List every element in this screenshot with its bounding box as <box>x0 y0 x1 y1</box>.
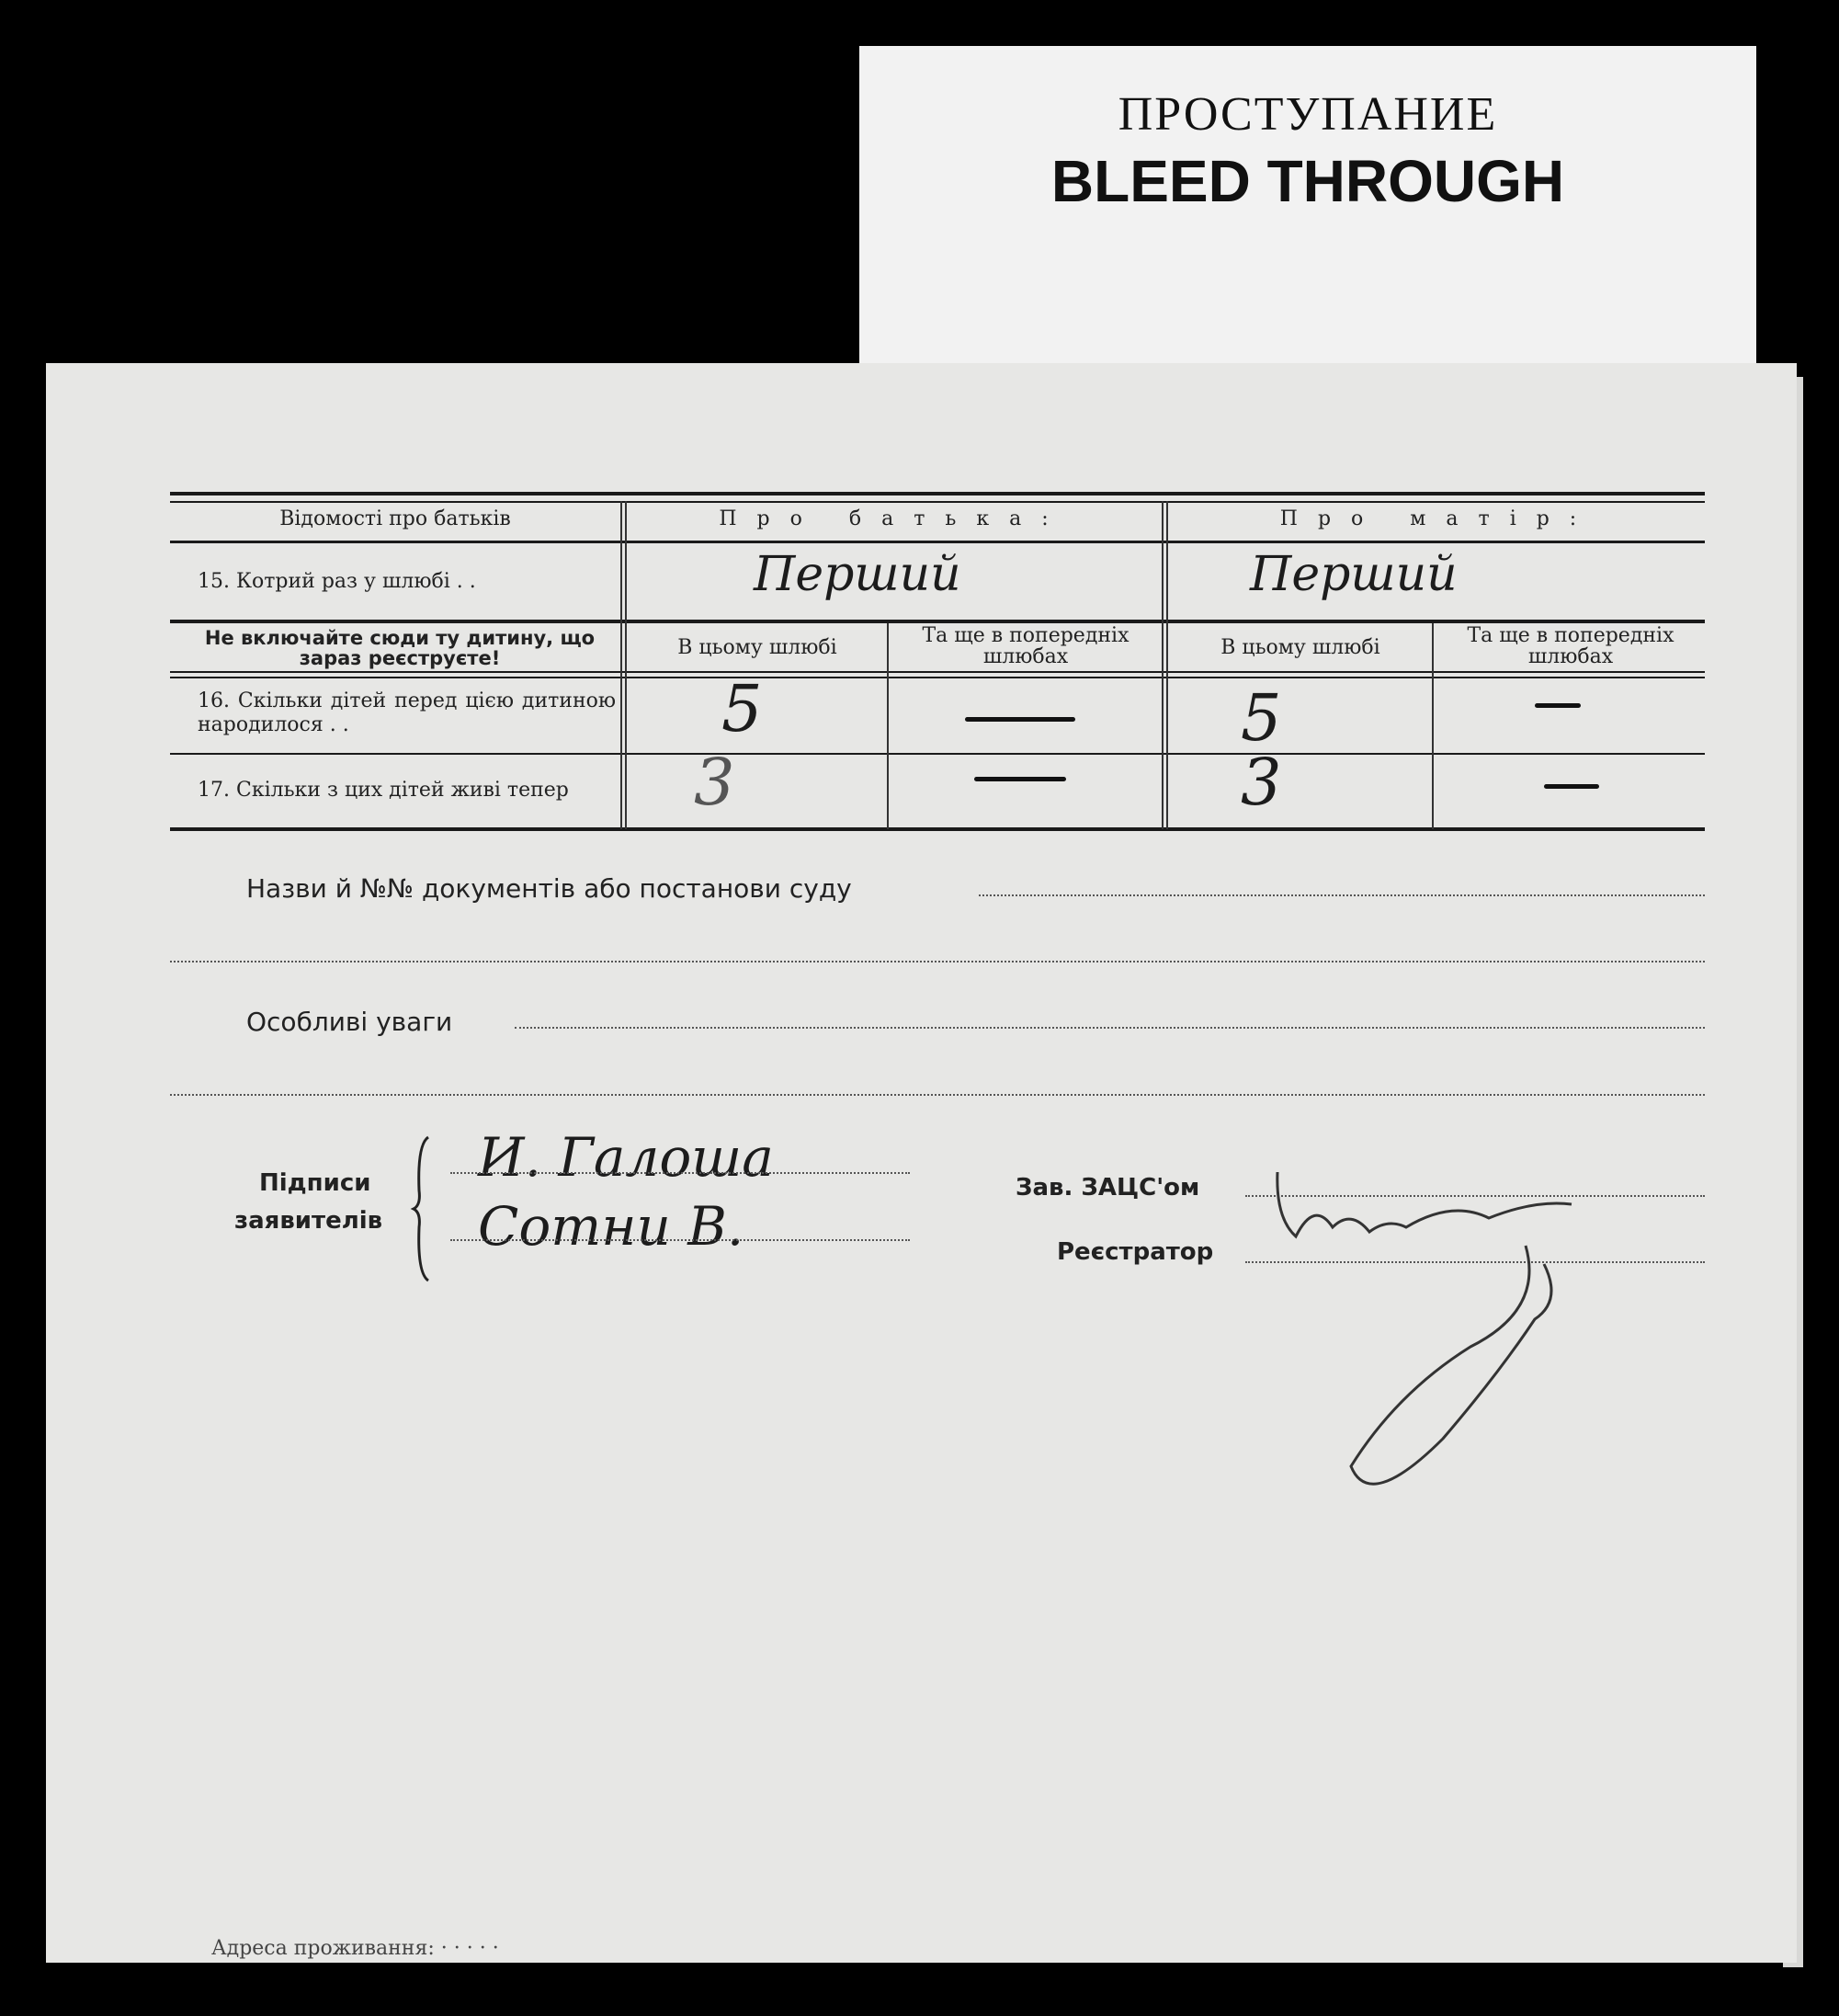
documents-line-1 <box>979 894 1705 896</box>
row17-mother-prev-dash <box>1544 784 1599 789</box>
signatures-label-2: заявителів <box>234 1207 383 1235</box>
signature-line-1 <box>450 1172 910 1174</box>
tag-title-ru: ПРОСТУПАНИЕ <box>1118 88 1498 141</box>
subheader-bottom-rule-2 <box>170 677 1705 678</box>
row15-label: 15. Котрий раз у шлюбі . . <box>198 570 476 593</box>
row16-father-this: 5 <box>721 671 763 746</box>
tag-title-en: BLEED THROUGH <box>1050 148 1565 214</box>
row16-bottom-rule <box>170 753 1705 755</box>
subheader-note: Не включайте сюди ту дитину, що зараз реєструєте! <box>204 627 596 670</box>
notes-line-2 <box>170 1094 1705 1096</box>
table-top-rule <box>170 492 1705 495</box>
applicant-signature-1: И. Галоша <box>478 1126 774 1189</box>
signatures-label-1: Підписи <box>259 1169 371 1197</box>
header-about-mother: Про матір: <box>1279 507 1597 530</box>
header-bottom-rule <box>170 541 1705 543</box>
signature-line-2 <box>450 1239 910 1241</box>
row17-father-this: 3 <box>694 745 735 820</box>
bleed-through-tag <box>859 46 1756 386</box>
notes-line-1 <box>515 1027 1705 1029</box>
row15-father-value: Перший <box>754 547 961 602</box>
applicant-signature-2: Сотни В. <box>478 1195 744 1258</box>
head-zags-label: Зав. ЗАЦС'ом <box>1016 1174 1200 1202</box>
row17-mother-this: 3 <box>1241 745 1282 820</box>
col-divider-1b <box>625 501 627 829</box>
bottom-fragment: Адреса проживання: · · · · · <box>211 1937 499 1960</box>
document-sheet <box>46 363 1797 1963</box>
subheader-father-this: В цьому шлюбі <box>677 636 837 659</box>
col-divider-1 <box>620 501 622 829</box>
table-top-rule-2 <box>170 501 1705 503</box>
row16-father-prev-dash <box>965 717 1075 722</box>
header-parents-info: Відомості про батьків <box>279 507 511 530</box>
subheader-mother-prev: Та ще в попередніх шлюбах <box>1467 624 1674 669</box>
subheader-bottom-rule <box>170 671 1705 673</box>
table-bottom-rule <box>170 827 1705 831</box>
row15-bottom-rule <box>170 620 1705 623</box>
row16-mother-prev-dash <box>1535 703 1581 708</box>
header-about-father: Про батька: <box>719 507 1069 530</box>
documents-line-2 <box>170 961 1705 962</box>
documents-label: Назви й №№ документів або постанови суду <box>246 873 852 904</box>
row17-label: 17. Скільки з цих дітей живі тепер <box>198 779 569 802</box>
subheader-mother-this: В цьому шлюбі <box>1220 636 1380 659</box>
row16-label: 16. Скільки дітей перед цією дитиною народилося . . <box>198 689 616 737</box>
col-divider-3 <box>1162 501 1164 829</box>
subheader-father-prev: Та ще в попередніх шлюбах <box>922 624 1130 669</box>
registrar-label: Реєстратор <box>1057 1238 1214 1266</box>
row16-mother-this: 5 <box>1241 680 1282 756</box>
notes-label: Особливі уваги <box>246 1007 453 1037</box>
registrar-signature <box>1268 1163 1599 1494</box>
col-divider-4 <box>1432 623 1434 829</box>
col-divider-3b <box>1166 501 1168 829</box>
row15-mother-value: Перший <box>1250 547 1458 602</box>
signatures-brace <box>414 1135 432 1282</box>
row17-father-prev-dash <box>974 777 1066 781</box>
col-divider-2 <box>887 623 889 829</box>
